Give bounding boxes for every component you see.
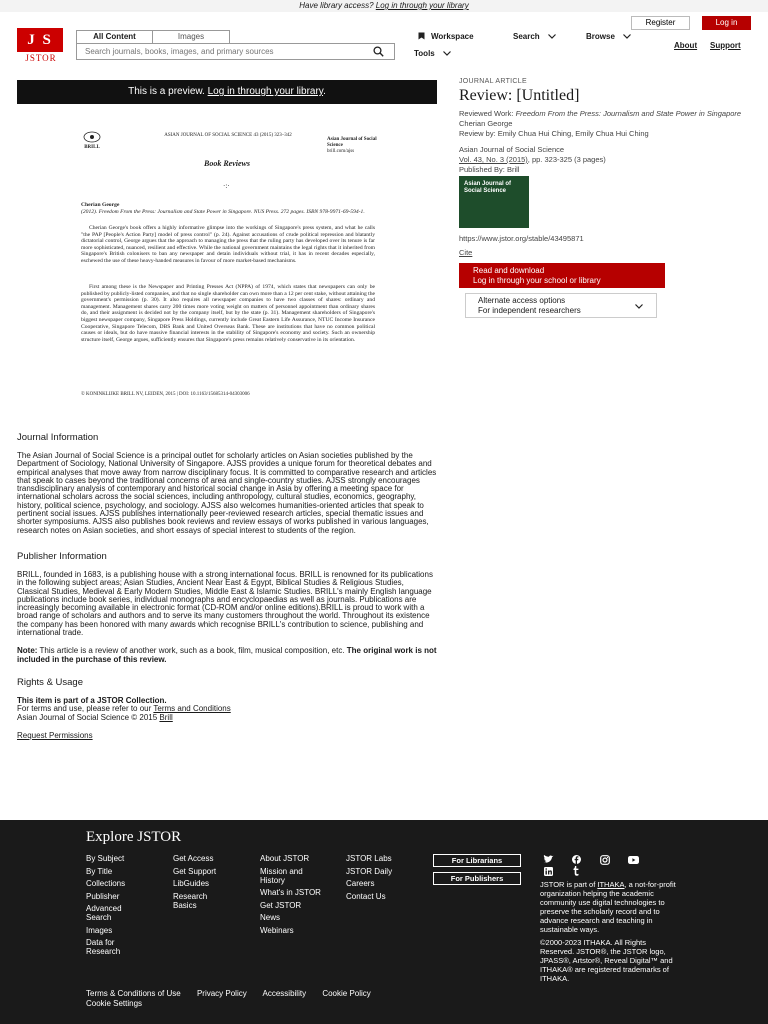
terms-of-use-link[interactable]: Terms & Conditions of Use bbox=[86, 989, 181, 998]
footer-legal-links bbox=[86, 989, 385, 1008]
issue-pages: , pp. 323-325 (3 pages) bbox=[527, 155, 606, 164]
brill-mark bbox=[79, 131, 105, 151]
footer-link[interactable]: Images bbox=[86, 925, 113, 935]
privacy-policy-link[interactable]: Privacy Policy bbox=[196, 989, 247, 998]
tab-all-content[interactable]: All Content bbox=[76, 30, 153, 44]
note-bold: The original work is not included in the purchase of this review. bbox=[17, 646, 437, 664]
brill-mark-text: BRILL bbox=[84, 145, 100, 150]
alternate-access-dropdown[interactable] bbox=[465, 293, 657, 318]
footer-col-labs bbox=[346, 854, 416, 904]
about-ithaka bbox=[540, 880, 680, 983]
preview-ornament: ·:· bbox=[223, 182, 230, 190]
review-note bbox=[17, 647, 437, 664]
youtube-icon[interactable] bbox=[628, 856, 639, 864]
footer-link[interactable]: By Title bbox=[86, 866, 113, 876]
instagram-icon[interactable] bbox=[600, 855, 610, 865]
footer-link[interactable]: By Subject bbox=[86, 854, 125, 863]
browse-nav[interactable] bbox=[586, 32, 631, 41]
read-download-label: Read and download bbox=[473, 266, 545, 275]
footer-copyright: ©2000-2023 ITHAKA. All Rights Reserved. JSTOR®, the JSTOR logo, JPASS®, Artstor®, Reveal Digital™ and ITHAKA® are registered trademarks of ITHAKA. bbox=[540, 938, 673, 983]
ithaka-link[interactable]: ITHAKA bbox=[597, 880, 625, 889]
footer-link[interactable]: Contact Us bbox=[346, 891, 386, 901]
preview-journal-header: ASIAN JOURNAL OF SOCIAL SCIENCE 43 (2015) 323–342 bbox=[164, 133, 292, 138]
journal-info-text: The Asian Journal of Social Science is a principal outlet for scholarly articles on Asian societies published by the Department of Sociology, National University of Singapore. AJSS provides a unique forum for theoretical debates and empirical analyses that move away from narrow disciplinary focus. It is committed to comparative research and articles that speak to cases beyond the traditional concerns of area and single-country studies. AJSS strongly encourages transdisciplinary analysis of contemporary and historical social change in Asia by offering a meeting space for international scholars across the social sciences, including anthropology, cultural studies, economics, geography, history, political science, psychology, and sociology. AJSS also welcomes humanities-oriented articles that speak to pertinent social issues. AJSS publishes internationally peer-reviewed research articles, special thematic issues and shorter symposiums. AJSS also publishes book reviews and review essays of works published in various languages, research notes on Asian societies, and short essays of special interest to students of the region. bbox=[17, 451, 437, 535]
preview-login-link[interactable]: Log in through your library bbox=[207, 86, 324, 97]
footer-link[interactable]: Careers bbox=[346, 879, 375, 888]
footer-link[interactable]: News bbox=[260, 913, 281, 922]
reviewed-work bbox=[459, 109, 751, 129]
banner-login-link[interactable]: Log in through your library bbox=[375, 1, 469, 10]
accessibility-link[interactable]: Accessibility bbox=[262, 989, 307, 998]
chevron-down-icon bbox=[635, 304, 643, 309]
journal-name: Asian Journal of Social Science bbox=[459, 145, 565, 154]
brill-link[interactable]: Brill bbox=[159, 712, 173, 722]
footer-link[interactable]: Get Support bbox=[173, 866, 217, 876]
footer-link[interactable]: What's in JSTOR bbox=[260, 888, 321, 897]
workspace-nav[interactable] bbox=[418, 32, 474, 41]
tools-nav[interactable] bbox=[414, 49, 451, 58]
preview-bar bbox=[17, 80, 437, 104]
preview-tail: . bbox=[323, 86, 326, 97]
tumblr-icon[interactable] bbox=[573, 866, 579, 876]
info-sections bbox=[17, 432, 437, 740]
reviewed-work-label: Reviewed Work: bbox=[459, 109, 514, 118]
search-input[interactable] bbox=[77, 44, 357, 59]
stable-url[interactable]: https://www.jstor.org/stable/43495871 bbox=[459, 234, 584, 243]
preview-paragraph-2: First among these is the Newspaper and Printing Presses Act (NPPA) of 1974, which states that newspapers can only be published by publicly-listed companies, and that no single shareholder can own more than a 12 per cent stake, without attaining the government's permission (p. 30). It also requires all newspaper companies to have two classes of shares: ordinary and management. Management shares carry 200 times more voting weight on matters of personnel appointment than ordinary shares do, and their assignment is decided not by the company itself, but by the state (p. 31). Management shareholders of Singapore's biggest newspaper company, Singapore Press Holdings, currently include Great Eastern Life Assurance, NTUC Income Insurance Cooperative, Singapore Telecom, DBS Bank and United Overseas Bank. These are institutions that have no common political causes or ideals, but do have massive financial interests in the stability of Singapore's economy and society. Such an ownership structure itself, George argues, sufficiently ensures that Singapore's press remains relatively conservative in its orientation. bbox=[81, 284, 375, 343]
login-button[interactable]: Log in bbox=[702, 16, 751, 30]
search-box bbox=[76, 43, 395, 60]
request-permissions-link[interactable]: Request Permissions bbox=[17, 730, 93, 740]
explore-jstor-heading: Explore JSTOR bbox=[86, 829, 182, 845]
for-librarians-button[interactable]: For Librarians bbox=[433, 854, 521, 867]
preview-copyright: © KONINKLIJKE BRILL NV, LEIDEN, 2015 | DOI: 10.1163/15685314-04303006 bbox=[81, 392, 250, 397]
preview-text: This is a preview. bbox=[128, 86, 205, 97]
note-text: This article is a review of another work, such as a book, film, musical composition, etc. bbox=[37, 646, 345, 656]
footer-link[interactable]: Data for Research bbox=[86, 938, 121, 956]
about-prefix: JSTOR is part of bbox=[540, 880, 598, 889]
rights-collection: This item is part of a JSTOR Collection. bbox=[17, 695, 167, 705]
jstor-logo-wordmark: JSTOR bbox=[25, 53, 57, 63]
footer-link[interactable]: Research Basics bbox=[173, 891, 208, 910]
jstor-logo[interactable] bbox=[17, 28, 65, 62]
footer-link[interactable]: JSTOR Daily bbox=[346, 866, 393, 876]
preview-right-mark: Asian Journal of Social Science bbox=[327, 137, 377, 148]
terms-link[interactable]: Terms and Conditions bbox=[153, 704, 231, 714]
footer-link[interactable]: JSTOR Labs bbox=[346, 854, 392, 863]
footer-link[interactable]: Publisher bbox=[86, 891, 120, 901]
search-icon[interactable] bbox=[373, 46, 384, 59]
jstor-logo-mark: J S bbox=[17, 28, 63, 52]
footer-link[interactable]: LibGuides bbox=[173, 879, 210, 888]
journal-info-heading: Journal Information bbox=[17, 432, 99, 443]
publisher-info-text: BRILL, founded in 1683, is a publishing house with a strong international focus. BRILL is renowned for its publications in the following subject areas; Asian Studies, Ancient Near East & Egypt, Biblical Studies & Religious Studies, Classical Studies, Medieval & Early Modern Studies, Middle East & Islamic Studies. BRILL's mainly English language publications include book series, individual monographs and encyclopaedias as well as journals. Publications are increasingly becoming available in electronic format (CD-ROM and/or online editions).BRILL is proud to work with a broad range of scholars and authors and to serve its many customers throughout the world. Throughout its existence the company has been honored with many awards which recognise BRILL's contribution to science, publishing and international trade. bbox=[17, 569, 433, 638]
linkedin-icon[interactable] bbox=[544, 867, 553, 876]
chevron-down-icon bbox=[548, 34, 556, 39]
tools-nav-label: Tools bbox=[414, 49, 435, 58]
issue-info bbox=[459, 155, 751, 165]
review-by: Review by: Emily Chua Hui Ching, Emily Chua Hui Ching bbox=[459, 129, 649, 138]
cite-link[interactable]: Cite bbox=[459, 248, 473, 257]
footer-link[interactable]: About JSTOR bbox=[260, 854, 310, 863]
footer-col-access bbox=[173, 854, 243, 913]
chevron-down-icon bbox=[623, 34, 631, 39]
footer-link[interactable]: Webinars bbox=[260, 925, 294, 935]
article-details bbox=[459, 78, 751, 318]
reviewed-work-title: Freedom From the Press: Journalism and State Power in Singapore bbox=[515, 109, 742, 118]
journal-cover-title: Asian Journal of Social Science bbox=[464, 181, 512, 194]
read-download-button[interactable] bbox=[459, 263, 665, 288]
search-nav[interactable] bbox=[513, 32, 556, 41]
footer-link[interactable]: Collections bbox=[86, 879, 126, 888]
rights-terms-text: For terms and use, please refer to our bbox=[17, 704, 154, 714]
tab-images[interactable]: Images bbox=[153, 30, 230, 44]
article-preview-page bbox=[17, 104, 437, 424]
site-footer bbox=[0, 820, 768, 1024]
footer-col-explore bbox=[86, 854, 156, 960]
support-link[interactable]: Support bbox=[710, 41, 741, 50]
reviewed-work-author: Cherian George bbox=[459, 119, 513, 128]
article-type-label: JOURNAL ARTICLE bbox=[459, 78, 527, 85]
twitter-icon[interactable] bbox=[543, 855, 554, 864]
preview-paragraph-1: Cherian George's book offers a highly informative glimpse into the workings of Singapore's press system, and what he calls "the PAP [People's Action Party] model of press control" (p. 24). Against accusations of crude political repression and blatantly dictatorial control, George argues that the approach to managing the press that the ruling party has developed over its tenure is far more sophisticated, nuanced, resilient and effective. While the national government maintains the legal rights that it inherited from Singapore's British colonisers to ban any newspaper and detain individuals without trial, it has in recent decades especially, eschewed the use of these heavy-handed measures in favour of more market-based mechanisms. bbox=[81, 225, 375, 264]
footer-link[interactable]: Mission and History bbox=[260, 866, 303, 885]
rights-copyright-text: Asian Journal of Social Science © 2015 bbox=[17, 712, 160, 722]
footer-col-about bbox=[260, 854, 340, 938]
cookie-settings-link[interactable]: Cookie Settings bbox=[86, 999, 143, 1008]
alternate-access-subtitle: For independent researchers bbox=[478, 306, 581, 315]
about-suffix: , a not-for-profit organization helping the academic community use digital technologies to preserve the scholarly record and to advance research and teaching in sustainable ways. bbox=[540, 880, 676, 934]
for-publishers-button[interactable]: For Publishers bbox=[433, 872, 521, 885]
note-label: Note: bbox=[17, 646, 38, 656]
preview-right-url: brill.com/ajss bbox=[327, 149, 355, 154]
footer-link[interactable]: Advanced Search bbox=[86, 904, 122, 922]
journal-cover[interactable] bbox=[459, 176, 529, 228]
bookmark-icon bbox=[418, 32, 425, 40]
footer-link[interactable]: Get Access bbox=[173, 854, 214, 863]
preview-section-title: Book Reviews bbox=[204, 159, 250, 168]
article-title: Review: [Untitled] bbox=[459, 87, 580, 104]
rights-heading: Rights & Usage bbox=[17, 676, 84, 688]
cookie-policy-link[interactable]: Cookie Policy bbox=[322, 989, 371, 998]
register-button[interactable]: Register bbox=[631, 16, 690, 30]
issue-link[interactable]: Vol. 43, No. 3 (2015) bbox=[459, 155, 528, 164]
banner-prefix: Have library access? bbox=[299, 1, 374, 10]
brill-logo-icon bbox=[83, 131, 101, 143]
alternate-access-title: Alternate access options bbox=[478, 296, 566, 305]
published-by: Published By: Brill bbox=[459, 165, 520, 174]
chevron-down-icon bbox=[443, 51, 451, 56]
facebook-icon[interactable] bbox=[572, 855, 581, 864]
preview-author: Cherian George bbox=[81, 202, 120, 208]
read-download-sublabel: Log in through your school or library bbox=[473, 276, 601, 285]
publisher-info-heading: Publisher Information bbox=[17, 550, 107, 562]
footer-link[interactable]: Get JSTOR bbox=[260, 900, 302, 910]
preview-citation: (2012). Freedom From the Press: Journalism and State Power in Singapore. NUS Press. 272 pages. ISBN 978-9971-69-594-1. bbox=[81, 209, 365, 215]
about-link[interactable]: About bbox=[674, 41, 698, 50]
search-nav-label: Search bbox=[513, 32, 540, 41]
library-access-banner bbox=[0, 0, 768, 12]
workspace-label: Workspace bbox=[431, 32, 474, 41]
rights-copyright bbox=[17, 714, 437, 722]
browse-nav-label: Browse bbox=[586, 32, 615, 41]
